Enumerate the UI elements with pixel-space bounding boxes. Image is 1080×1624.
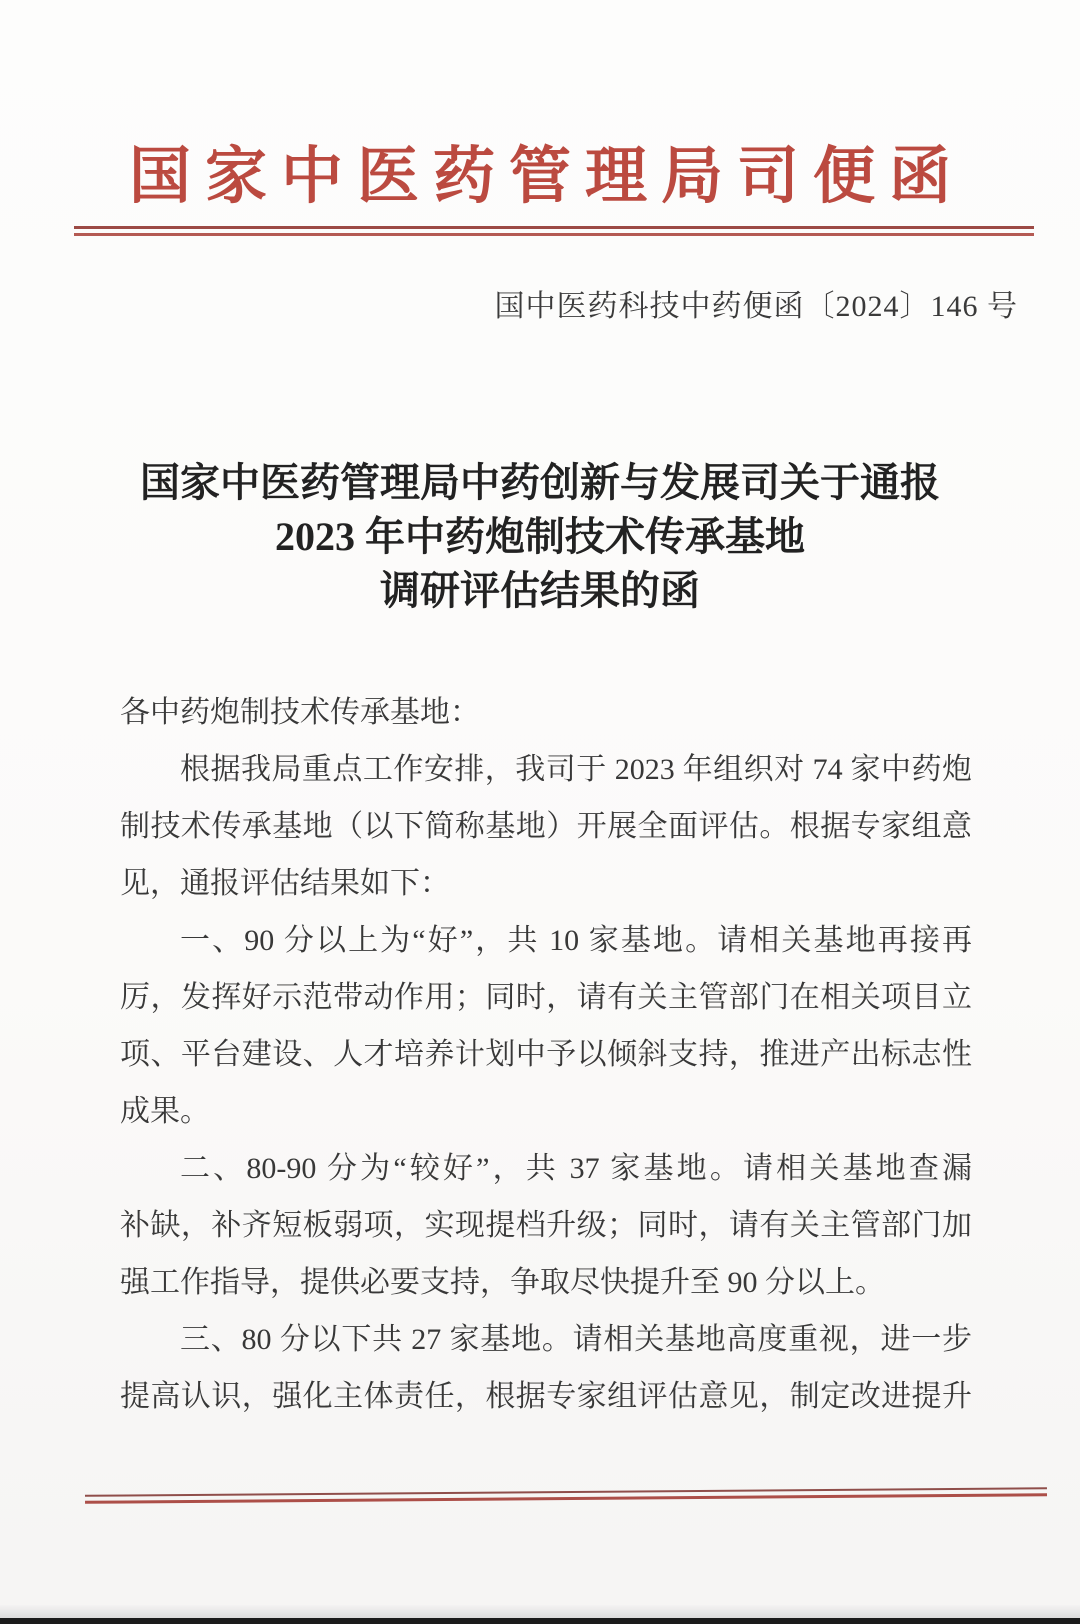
agency-banner-title: 国家中医药管理局司便函 — [128, 143, 965, 211]
document-title — [0, 456, 1080, 618]
document-title-line-2: 2023 年中药炮制技术传承基地 — [275, 514, 805, 559]
screenshot-bottom-black-bar — [0, 1618, 1080, 1624]
footer-red-divider — [85, 1487, 1047, 1504]
body-line: 二、80-90 分为“较好”，共 37 家基地。请相关基地查漏 — [180, 1152, 972, 1185]
letter-body — [120, 684, 972, 1425]
divider-line-bottom — [74, 233, 1034, 236]
body-line: 厉，发挥好示范带动作用；同时，请有关主管部门在相关项目立 — [120, 981, 972, 1014]
body-line: 制技术传承基地（以下简称基地）开展全面评估。根据专家组意 — [120, 810, 972, 843]
salutation: 各中药炮制技术传承基地： — [120, 696, 480, 729]
body-line: 根据我局重点工作安排，我司于 2023 年组织对 74 家中药炮 — [180, 753, 972, 786]
body-line: 见，通报评估结果如下： — [120, 867, 450, 900]
document-reference-number: 国中医药科技中药便函〔2024〕146 号 — [494, 290, 1018, 323]
body-line: 项、平台建设、人才培养计划中予以倾斜支持，推进产出标志性 — [120, 1038, 972, 1071]
body-line: 成果。 — [120, 1095, 210, 1128]
header-red-divider — [74, 226, 1034, 236]
body-line: 三、80 分以下共 27 家基地。请相关基地高度重视，进一步 — [180, 1323, 972, 1356]
body-line: 补缺，补齐短板弱项，实现提档升级；同时，请有关主管部门加 — [120, 1209, 972, 1242]
document-title-line-3: 调研评估结果的函 — [380, 568, 700, 613]
body-line: 提高认识，强化主体责任，根据专家组评估意见，制定改进提升 — [120, 1380, 972, 1413]
body-line: 一、90 分以上为“好”，共 10 家基地。请相关基地再接再 — [180, 924, 972, 957]
document-title-line-1: 国家中医药管理局中药创新与发展司关于通报 — [140, 460, 940, 505]
screenshot-bottom-gray-strip — [0, 1605, 1080, 1618]
divider-line-top — [74, 226, 1034, 229]
body-line: 强工作指导，提供必要支持，争取尽快提升至 90 分以上。 — [120, 1266, 885, 1299]
